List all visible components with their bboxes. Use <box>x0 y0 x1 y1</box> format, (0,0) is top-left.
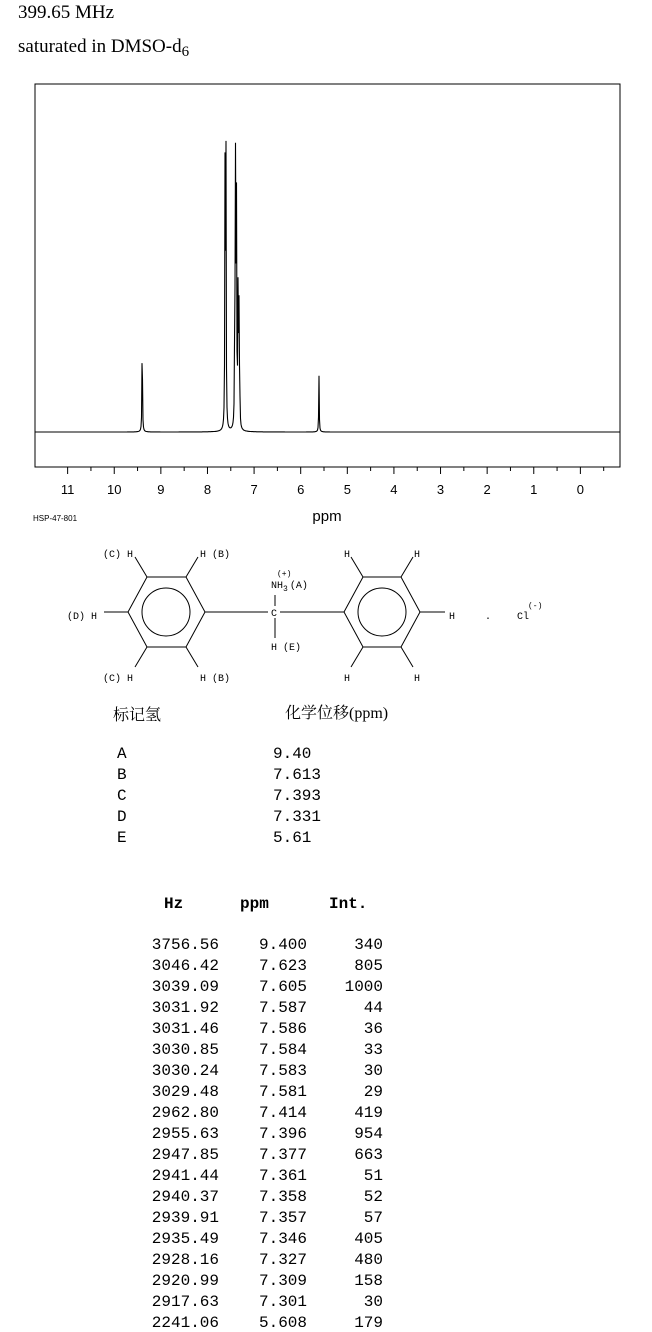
x-tick-label: 5 <box>343 482 351 497</box>
peak-cell-ppm: 7.357 <box>258 1209 307 1227</box>
peak-cell-ppm: 7.581 <box>258 1083 307 1101</box>
peak-cell-ppm: 7.586 <box>258 1020 307 1038</box>
h-ring-top-right: H <box>414 550 421 561</box>
peak-cell-ppm: 7.377 <box>258 1146 307 1164</box>
peak-cell-int: 480 <box>354 1251 383 1269</box>
assignment-shift: 7.613 <box>273 766 322 784</box>
ammonium-subscript: 3 <box>283 585 288 594</box>
x-tick-label: 4 <box>390 482 398 497</box>
x-tick-label: 0 <box>576 482 584 497</box>
peak-cell-int: 1000 <box>344 978 383 996</box>
assignment-label: E <box>117 829 127 847</box>
peak-cell-int: 179 <box>354 1314 383 1332</box>
spectrum-code: HSP-47-801 <box>33 514 78 523</box>
peak-cell-ppm: 7.605 <box>258 978 307 996</box>
peak-cell-int: 419 <box>354 1104 383 1122</box>
peak-cell-ppm: 7.301 <box>258 1293 307 1311</box>
peak-cell-int: 805 <box>354 957 383 975</box>
peak-cell-int: 36 <box>363 1020 383 1038</box>
peak-cell-int: 52 <box>363 1188 383 1206</box>
peak-cell-int: 44 <box>363 999 383 1017</box>
chloride-charge: (-) <box>528 602 543 611</box>
nmr-spectrum-chart <box>0 0 652 530</box>
h-ring-bottom-left: H <box>344 674 351 685</box>
peak-table-header-int: Int. <box>329 895 368 913</box>
x-tick-label: 1 <box>530 482 538 497</box>
peak-cell-hz: 2241.06 <box>151 1314 219 1332</box>
peak-cell-hz: 3046.42 <box>151 957 219 975</box>
assignment-header-label: 标记氢 <box>113 707 162 724</box>
peak-cell-hz: 3031.92 <box>151 999 219 1017</box>
peak-cell-ppm: 5.608 <box>258 1314 307 1332</box>
peak-cell-ppm: 7.583 <box>258 1062 307 1080</box>
h-c-bottom-label: (C) H <box>103 674 134 685</box>
peak-cell-int: 57 <box>363 1209 383 1227</box>
spectrum-trace <box>35 141 620 432</box>
frequency-label: 399.65 MHz <box>18 2 115 23</box>
h-ring-para: H <box>449 612 456 623</box>
x-tick-label: 10 <box>107 482 122 497</box>
peak-cell-int: 29 <box>363 1083 383 1101</box>
peak-cell-hz: 2940.37 <box>151 1188 219 1206</box>
assignment-shift: 9.40 <box>273 745 312 763</box>
peak-table-header-hz: Hz <box>164 895 184 913</box>
peak-cell-int: 663 <box>354 1146 383 1164</box>
peak-cell-hz: 3030.85 <box>151 1041 219 1059</box>
assignment-shift: 7.393 <box>273 787 322 805</box>
solvent-text: saturated in DMSO-d <box>18 36 182 57</box>
peak-cell-hz: 2935.49 <box>151 1230 219 1248</box>
peak-cell-hz: 2941.44 <box>151 1167 219 1185</box>
ammonium-charge: (+) <box>277 570 292 579</box>
h-ring-bottom-right: H <box>414 674 421 685</box>
x-tick-label: 2 <box>483 482 491 497</box>
peak-cell-hz: 2955.63 <box>151 1125 219 1143</box>
peak-cell-hz: 3031.46 <box>151 1020 219 1038</box>
peak-cell-ppm: 7.587 <box>258 999 307 1017</box>
x-tick-label: 9 <box>157 482 165 497</box>
peak-cell-ppm: 9.400 <box>258 936 307 954</box>
h-b-top-label: H (B) <box>200 550 231 561</box>
peak-cell-int: 30 <box>363 1062 383 1080</box>
x-tick-label: 8 <box>203 482 212 497</box>
right-benzene-ring <box>344 557 445 667</box>
peak-cell-hz: 2962.80 <box>151 1104 219 1122</box>
peak-cell-hz: 2947.85 <box>151 1146 219 1164</box>
peak-cell-hz: 3029.48 <box>151 1083 219 1101</box>
peak-cell-int: 405 <box>354 1230 383 1248</box>
assignment-label: B <box>117 766 127 784</box>
peak-cell-hz: 2939.91 <box>151 1209 219 1227</box>
x-tick-label: 3 <box>436 482 445 497</box>
peak-cell-int: 33 <box>363 1041 383 1059</box>
x-tick-label: 6 <box>297 482 305 497</box>
peak-cell-hz: 2917.63 <box>151 1293 219 1311</box>
h-d-label: (D) H <box>67 612 98 623</box>
peak-cell-ppm: 7.358 <box>258 1188 307 1206</box>
left-benzene-ring <box>104 557 344 667</box>
ammonium-group <box>271 580 308 594</box>
x-axis-label: ppm <box>312 508 342 525</box>
molecule-structure <box>0 540 652 690</box>
alpha-carbon-label: C <box>271 609 278 620</box>
assignment-shift: 5.61 <box>273 829 312 847</box>
peak-cell-ppm: 7.361 <box>258 1167 307 1185</box>
assignment-shift: 7.331 <box>273 808 322 826</box>
h-e-label: H (E) <box>271 643 302 654</box>
peak-cell-int: 954 <box>354 1125 383 1143</box>
h-b-bottom-label: H (B) <box>200 674 231 685</box>
peak-cell-hz: 3756.56 <box>151 936 219 954</box>
peak-cell-hz: 2920.99 <box>151 1272 219 1290</box>
x-axis-ticks <box>68 467 604 474</box>
peak-cell-int: 340 <box>354 936 383 954</box>
peak-cell-ppm: 7.584 <box>258 1041 307 1059</box>
peak-cell-hz: 3039.09 <box>151 978 219 996</box>
assignment-label: A <box>117 745 127 763</box>
peak-cell-ppm: 7.623 <box>258 957 307 975</box>
h-c-top-label: (C) H <box>103 550 134 561</box>
solvent-subscript: 6 <box>181 44 190 60</box>
h-ring-top-left: H <box>344 550 351 561</box>
peak-cell-ppm: 7.346 <box>258 1230 307 1248</box>
peak-cell-ppm: 7.396 <box>258 1125 307 1143</box>
x-axis-tick-labels <box>61 482 584 497</box>
peak-cell-int: 158 <box>354 1272 383 1290</box>
peak-cell-hz: 3030.24 <box>151 1062 219 1080</box>
peak-cell-ppm: 7.327 <box>258 1251 307 1269</box>
peak-cell-hz: 2928.16 <box>151 1251 219 1269</box>
assignment-header-shift: 化学位移(ppm) <box>285 705 389 722</box>
peak-cell-int: 51 <box>363 1167 383 1185</box>
assignment-label: D <box>117 808 127 826</box>
peak-cell-ppm: 7.414 <box>258 1104 307 1122</box>
ammonium-tag: (A) <box>289 581 308 592</box>
peak-cell-int: 30 <box>363 1293 383 1311</box>
salt-dot: . <box>485 612 492 623</box>
plot-frame <box>35 84 620 467</box>
x-tick-label: 11 <box>60 482 75 497</box>
peak-cell-ppm: 7.309 <box>258 1272 307 1290</box>
assignment-label: C <box>117 787 127 805</box>
peak-table-header-ppm: ppm <box>240 895 269 913</box>
x-tick-label: 7 <box>250 482 258 497</box>
chloride-label: Cl <box>517 612 530 623</box>
ammonium-n: NH <box>271 581 284 592</box>
